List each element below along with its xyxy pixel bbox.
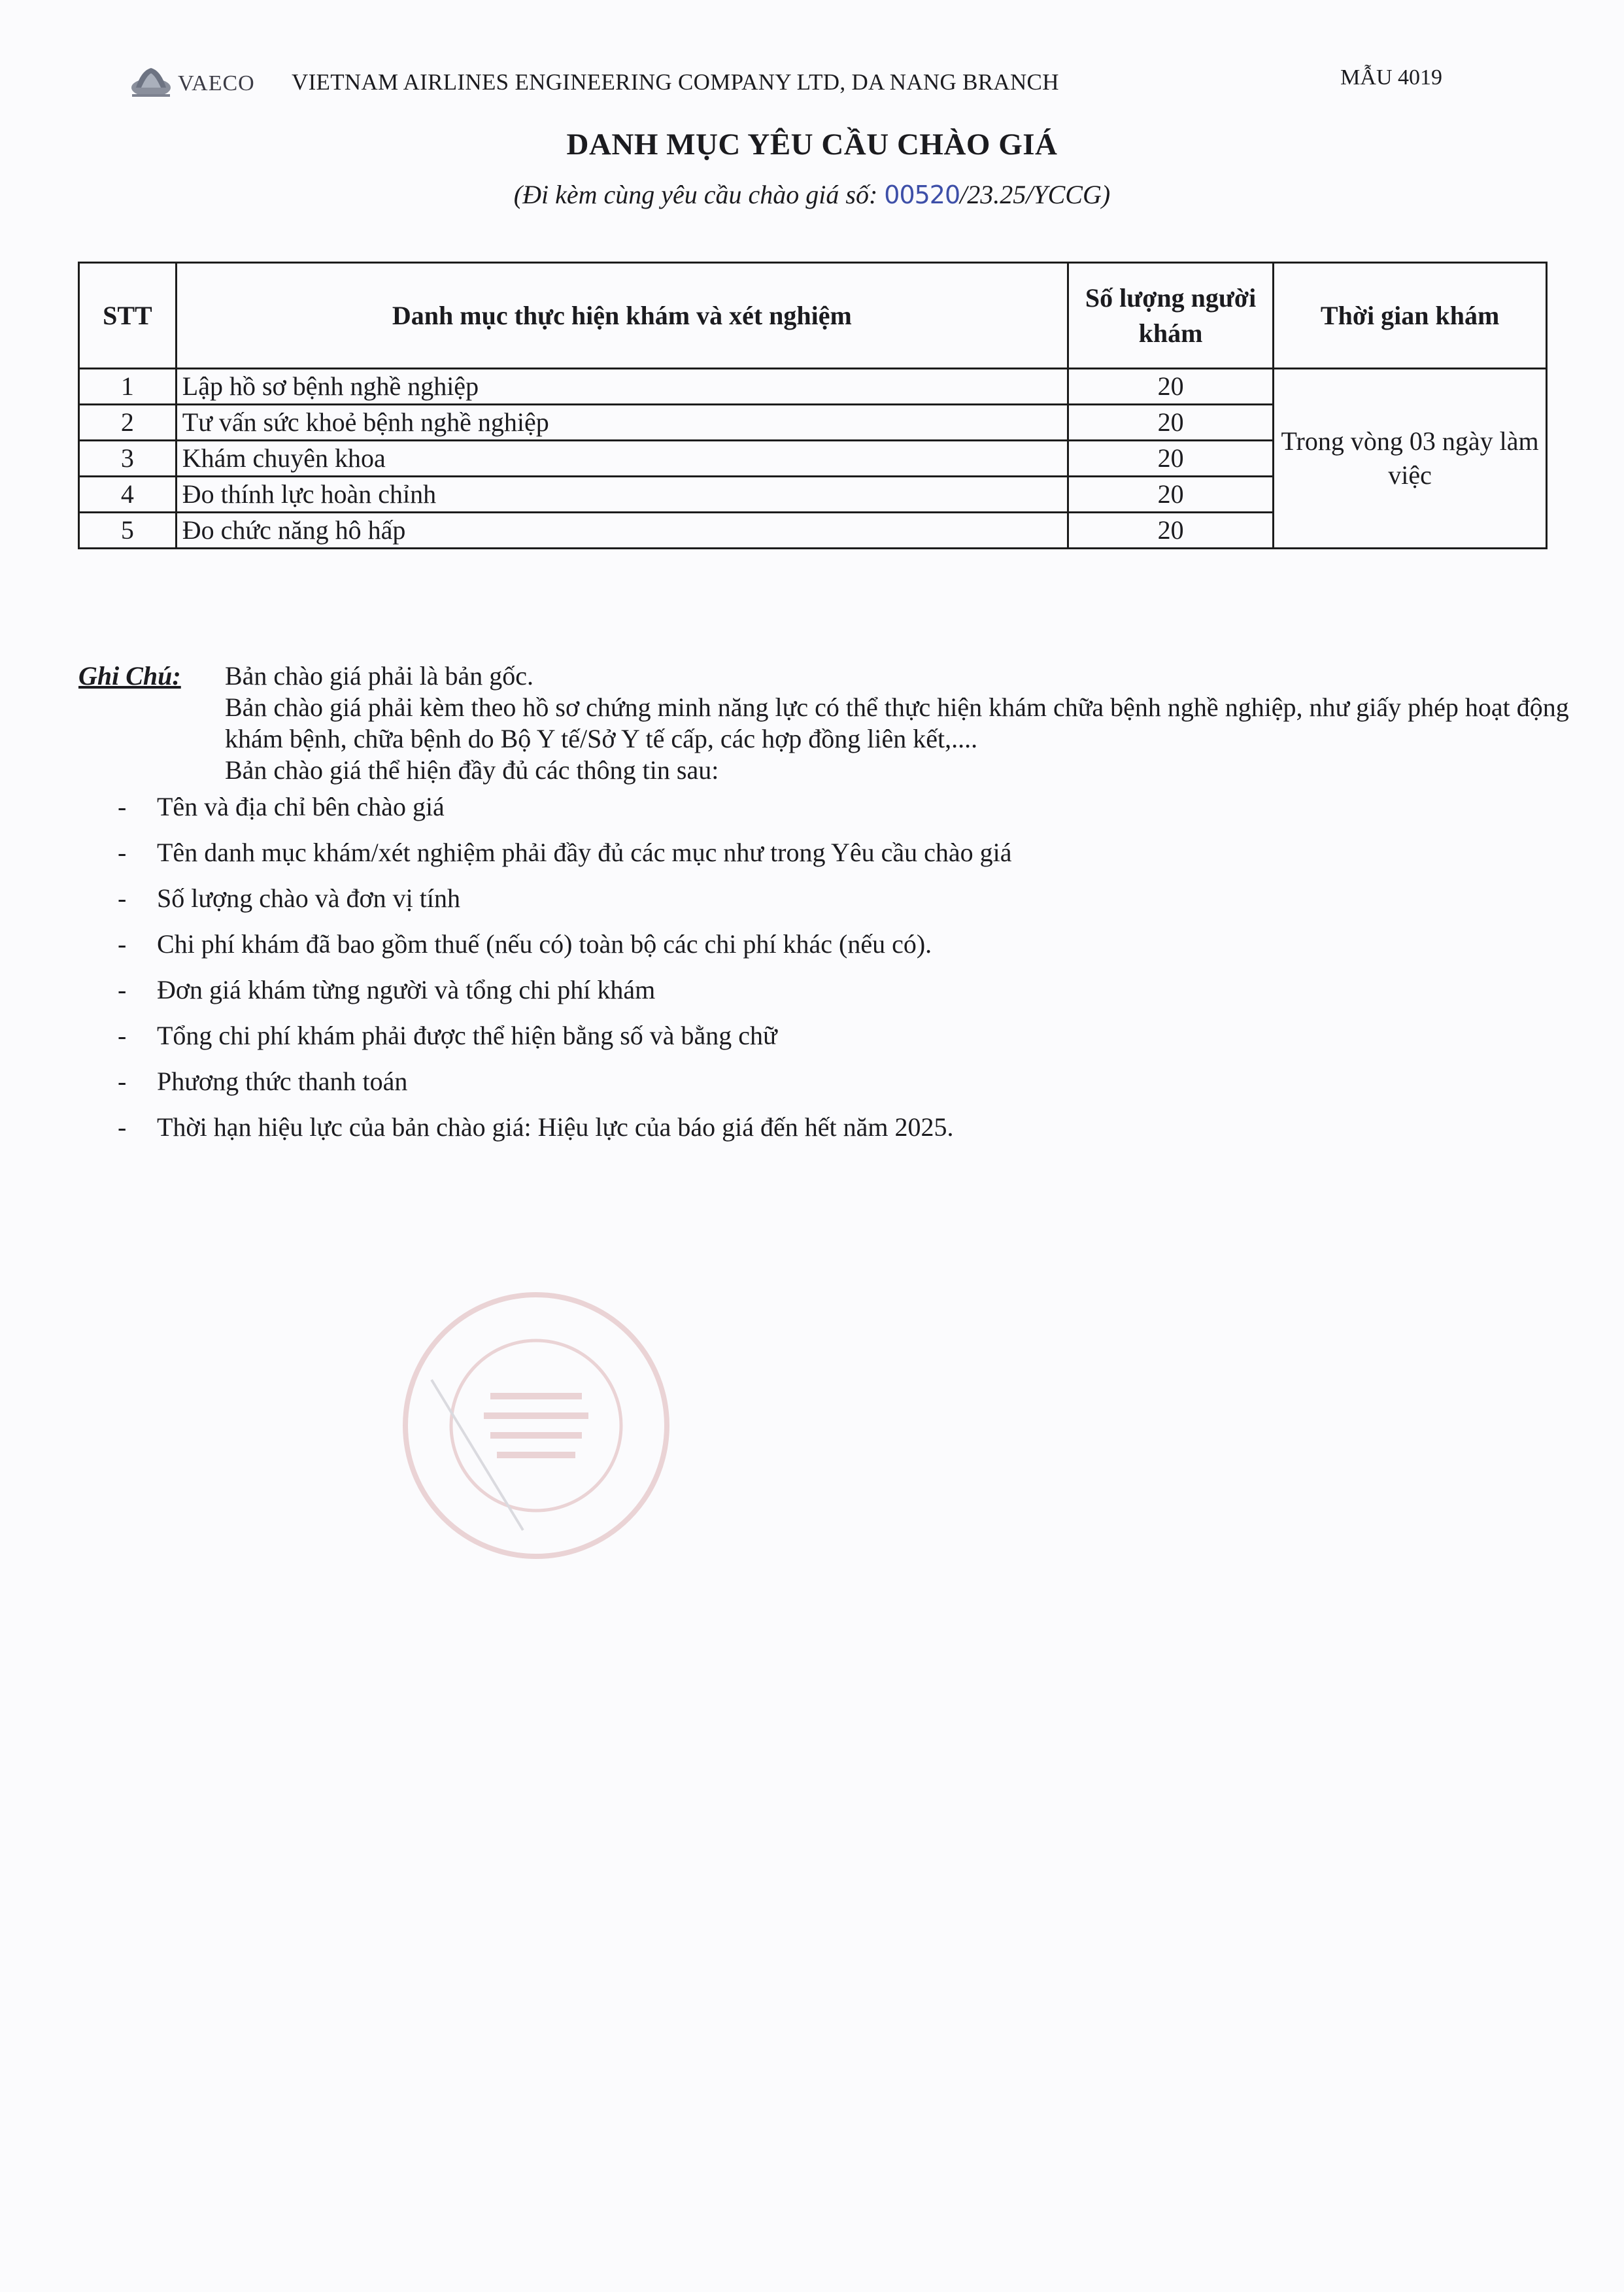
header-time: Thời gian khám — [1274, 263, 1547, 369]
document-subtitle — [0, 179, 1624, 210]
cell-time: Trong vòng 03 ngày làm việc — [1274, 369, 1547, 549]
list-item: - Chi phí khám đã bao gồm thuế (nếu có) toàn bộ các chi phí khác (nếu có). — [118, 929, 932, 959]
list-item: - Tổng chi phí khám phải được thể hiện bằng số và bằng chữ — [118, 1021, 777, 1050]
cell-name: Đo thính lực hoàn chỉnh — [176, 477, 1068, 513]
cell-qty: 20 — [1068, 369, 1273, 405]
note-line: Bản chào giá phải kèm theo hồ sơ chứng minh năng lực có thể thực hiện khám chữa bệnh nghề nghiệp, như giấy phép hoạt động khám bệnh, chữa bệnh do Bộ Y tế/Sở Y tế cấp, các hợp đồng liên kết,.... — [225, 693, 1569, 753]
cell-qty: 20 — [1068, 513, 1273, 549]
cell-stt: 4 — [79, 477, 177, 513]
list-item-text: Số lượng chào và đơn vị tính — [157, 883, 460, 913]
list-item: - Tên và địa chỉ bên chào giá — [118, 792, 445, 821]
cell-name: Đo chức năng hô hấp — [176, 513, 1068, 549]
document-title: DANH MỤC YÊU CẦU CHÀO GIÁ — [566, 128, 1058, 162]
list-item-text: Tên danh mục khám/xét nghiệm phải đầy đủ các mục như trong Yêu cầu chào giá — [157, 838, 1012, 867]
list-item: - Số lượng chào và đơn vị tính — [118, 883, 460, 913]
list-item-text: Tên và địa chỉ bên chào giá — [157, 792, 445, 821]
note-line: Bản chào giá phải là bản gốc. — [225, 661, 534, 691]
list-item: - Phương thức thanh toán — [118, 1067, 408, 1096]
form-code: MẪU 4019 — [1340, 65, 1442, 90]
note-line: Bản chào giá thể hiện đầy đủ các thông tin sau: — [225, 755, 719, 785]
header-name: Danh mục thực hiện khám và xét nghiệm — [176, 263, 1068, 369]
cell-stt: 2 — [79, 405, 177, 441]
cell-stt: 3 — [79, 441, 177, 477]
subtitle-prefix: (Đi kèm cùng yêu cầu chào giá số: — [513, 180, 885, 209]
header-qty: Số lượng người khám — [1068, 263, 1273, 369]
list-item-text: Đơn giá khám từng người và tổng chi phí khám — [157, 975, 656, 1004]
request-table — [78, 262, 1548, 549]
subtitle-suffix: /23.25/YCCG) — [960, 180, 1111, 209]
list-item-text: Tổng chi phí khám phải được thể hiện bằng số và bằng chữ — [157, 1021, 777, 1050]
cell-qty: 20 — [1068, 405, 1273, 441]
list-item-text: Phương thức thanh toán — [157, 1067, 408, 1096]
list-item: - Thời hạn hiệu lực của bản chào giá: Hiệu lực của báo giá đến hết năm 2025. — [118, 1112, 954, 1142]
list-item: - Đơn giá khám từng người và tổng chi phí khám — [118, 975, 656, 1004]
handwritten-number: 00520 — [884, 180, 960, 209]
company-logo — [128, 64, 255, 103]
cell-name: Lập hồ sơ bệnh nghề nghiệp — [176, 369, 1068, 405]
company-name: VIETNAM AIRLINES ENGINEERING COMPANY LTD, DA NANG BRANCH — [292, 69, 1059, 95]
notes-label: Ghi Chú: — [78, 661, 181, 691]
document-header — [128, 64, 1442, 103]
cell-name: Tư vấn sức khoẻ bệnh nghề nghiệp — [176, 405, 1068, 441]
cell-qty: 20 — [1068, 441, 1273, 477]
cell-qty: 20 — [1068, 477, 1273, 513]
notes-body — [225, 660, 1598, 786]
table-header-row — [79, 263, 1547, 369]
table-row — [79, 369, 1547, 405]
company-stamp-icon — [392, 1282, 680, 1569]
header-stt: STT — [79, 263, 177, 369]
list-item-text: Thời hạn hiệu lực của bản chào giá: Hiệu lực của báo giá đến hết năm 2025. — [157, 1112, 954, 1142]
list-item: - Tên danh mục khám/xét nghiệm phải đầy đủ các mục như trong Yêu cầu chào giá — [118, 838, 1012, 867]
lotus-logo-icon — [128, 65, 174, 102]
list-item-text: Chi phí khám đã bao gồm thuế (nếu có) toàn bộ các chi phí khác (nếu có). — [157, 929, 932, 959]
cell-name: Khám chuyên khoa — [176, 441, 1068, 477]
cell-stt: 5 — [79, 513, 177, 549]
cell-stt: 1 — [79, 369, 177, 405]
logo-text: VAECO — [178, 71, 255, 95]
